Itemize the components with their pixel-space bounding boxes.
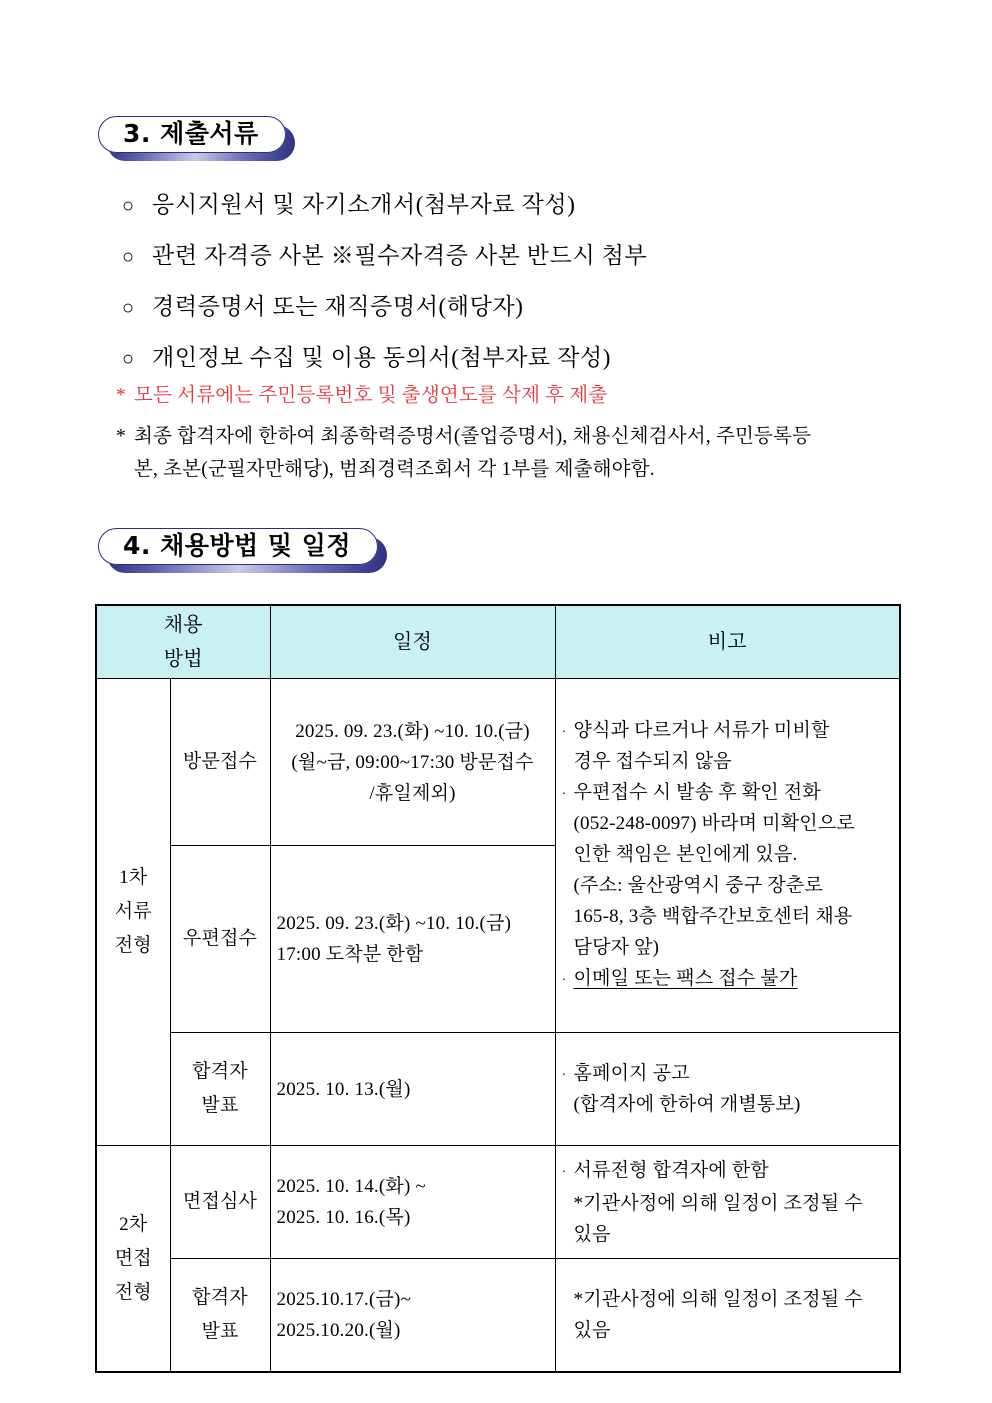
table-header-row: [96, 605, 900, 679]
remarks-line: *기관사정에 의해 일정이 조정될 수: [573, 1289, 863, 1310]
method-cell-visit: [170, 679, 270, 846]
circle-bullet-icon: ○: [122, 348, 135, 370]
remarks-line-underlined: 이메일 또는 팩스 접수 불가: [573, 968, 798, 989]
section-4-title: 4. 채용방법 및 일정: [98, 528, 378, 565]
remarks-item: [562, 1284, 894, 1346]
schedule-line: 2025. 09. 23.(화) ~10. 10.(금): [295, 720, 530, 742]
method-label-line: 합격자: [192, 1287, 248, 1308]
section-4-pill: [98, 528, 378, 564]
asterisk-icon: *: [116, 385, 126, 406]
list-item: [122, 282, 647, 333]
stage-label-line: 서류: [114, 901, 152, 922]
remarks-line: (주소: 울산광역시 중구 장춘로: [573, 875, 824, 896]
remarks-line: *기관사정에 의해 일정이 조정될 수: [573, 1192, 863, 1214]
remarks-line: 165-8, 3층 백합주간보호센터 채용: [573, 906, 853, 927]
remarks-line: 담당자 앞): [573, 937, 660, 958]
section-3-pill: [98, 116, 286, 152]
schedule-line: 2025. 10. 13.(월): [276, 1078, 411, 1100]
method-label-line: 발표: [201, 1095, 239, 1116]
schedule-line: 2025.10.20.(월): [276, 1320, 401, 1341]
remarks-item: [562, 777, 894, 870]
remarks-item: [562, 1155, 894, 1188]
circle-bullet-icon: ○: [122, 246, 135, 268]
column-header-remarks: 비고: [555, 605, 900, 679]
list-item-label: 응시지원서 및 자기소개서(첨부자료 작성): [152, 192, 576, 217]
remarks-item-address: [562, 870, 894, 963]
remarks-cell-result-1: [555, 1033, 900, 1146]
section-3-title: 3. 제출서류: [98, 116, 286, 153]
schedule-cell-result-2: [270, 1259, 555, 1373]
table-row: [96, 1259, 900, 1373]
method-cell-result-2: [170, 1259, 270, 1373]
remarks-line: (합격자에 한하여 개별통보): [573, 1094, 801, 1115]
note-black: [116, 420, 926, 486]
method-label-line: 합격자: [192, 1061, 248, 1082]
remarks-item: [562, 715, 894, 777]
schedule-cell-result-1: [270, 1033, 555, 1146]
remarks-cell-result-2: [555, 1259, 900, 1373]
list-item: [122, 333, 647, 384]
list-item-label: 개인정보 수집 및 이용 동의서(첨부자료 작성): [152, 345, 611, 370]
stage-label-line: 전형: [114, 1281, 152, 1303]
circle-bullet-icon: ○: [122, 297, 135, 319]
remarks-line: 홈페이지 공고: [573, 1063, 690, 1084]
remarks-item: [562, 1058, 894, 1120]
remarks-cell-application: [555, 679, 900, 1033]
column-header-method-line: 방법: [163, 648, 203, 670]
submission-documents-list: [122, 180, 647, 384]
recruitment-schedule-table: [95, 604, 901, 1373]
remarks-item: [562, 1188, 894, 1250]
recruitment-schedule-table-wrapper: [95, 604, 899, 1373]
schedule-line: 2025. 10. 16.(목): [276, 1207, 411, 1228]
method-cell-mail: [170, 846, 270, 1033]
table-row: [96, 1146, 900, 1259]
table-header: [96, 605, 900, 679]
stage-label-line: 전형: [114, 935, 152, 956]
method-label-line: 방문접수: [182, 751, 258, 772]
dot-bullet-icon: ·: [561, 1164, 567, 1180]
remarks-text: [574, 715, 894, 777]
schedule-line: /휴일제외): [369, 782, 456, 804]
table-row: [96, 679, 900, 846]
note-red: [116, 379, 926, 412]
dot-bullet-icon: ·: [561, 973, 567, 988]
remarks-line: 인한 책임은 본인에게 있음.: [573, 844, 798, 865]
remarks-text: [574, 777, 894, 870]
remarks-item-no-email: [562, 963, 894, 996]
schedule-line: 2025.10.17.(금)~: [276, 1289, 412, 1310]
note-line: 본, 초본(군필자만해당), 범죄경력조회서 각 1부를 제출해야함.: [134, 459, 655, 480]
dot-bullet-icon: ·: [561, 787, 567, 802]
stage-label-line: 1차: [119, 867, 148, 888]
circle-bullet-icon: ○: [122, 195, 135, 217]
schedule-line: 2025. 09. 23.(화) ~10. 10.(금): [276, 913, 512, 934]
table-row: [96, 1033, 900, 1146]
schedule-line: (월~금, 09:00~17:30 방문접수: [291, 751, 534, 773]
stage-cell-second: [96, 1146, 170, 1373]
remarks-text: [574, 1284, 894, 1346]
remarks-line: 있음: [573, 1223, 611, 1245]
schedule-line: 2025. 10. 14.(화) ~: [276, 1176, 426, 1197]
method-label-line: 발표: [201, 1321, 239, 1342]
remarks-text: [574, 1058, 894, 1120]
note-red-text: 모든 서류에는 주민등록번호 및 출생연도를 삭제 후 제출: [134, 385, 608, 406]
note-line: 최종 합격자에 한하여 최종학력증명서(졸업증명서), 채용신체검사서, 주민등록등: [134, 426, 812, 447]
column-header-method-line: 채용: [163, 614, 203, 636]
remarks-line: 양식과 다르거나 서류가 미비할: [573, 720, 830, 741]
dot-bullet-icon: ·: [561, 725, 567, 740]
note-black-text: [134, 420, 926, 486]
dot-bullet-icon: ·: [561, 1068, 567, 1083]
method-cell-interview: [170, 1146, 270, 1259]
schedule-line: 17:00 도착분 한함: [276, 944, 424, 965]
schedule-cell-mail: [270, 846, 555, 1033]
remarks-cell-interview: [555, 1146, 900, 1259]
list-item: [122, 180, 647, 231]
section-4-heading: [98, 528, 378, 570]
remarks-text: [574, 870, 894, 963]
method-label-line: 우편접수: [182, 928, 258, 949]
remarks-line: 우편접수 시 발송 후 확인 전화: [573, 782, 821, 803]
stage-label-line: 면접: [114, 1247, 152, 1269]
list-item-label: 경력증명서 또는 재직증명서(해당자): [152, 294, 524, 319]
remarks-text: [574, 1155, 894, 1186]
remarks-line: 있음: [573, 1320, 611, 1341]
submission-notes: [116, 379, 926, 486]
table-body: [96, 679, 900, 1373]
schedule-cell-interview: [270, 1146, 555, 1259]
remarks-text: [574, 963, 894, 994]
stage-label-line: 2차: [119, 1213, 148, 1235]
remarks-line: 경우 접수되지 않음: [573, 751, 732, 772]
method-cell-result-1: [170, 1033, 270, 1146]
stage-cell-first: [96, 679, 170, 1146]
column-header-method: [96, 605, 270, 679]
column-header-schedule: 일정: [270, 605, 555, 679]
remarks-text: [574, 1188, 894, 1250]
remarks-line: 서류전형 합격자에 한함: [573, 1159, 769, 1181]
section-3-heading: [98, 116, 286, 158]
asterisk-icon: *: [116, 426, 126, 447]
method-label-line: 면접심사: [182, 1191, 258, 1212]
schedule-cell-visit: [270, 679, 555, 846]
remarks-line: (052-248-0097) 바라며 미확인으로: [573, 813, 855, 834]
list-item-label: 관련 자격증 사본 ※필수자격증 사본 반드시 첨부: [152, 243, 648, 268]
list-item: [122, 231, 647, 282]
